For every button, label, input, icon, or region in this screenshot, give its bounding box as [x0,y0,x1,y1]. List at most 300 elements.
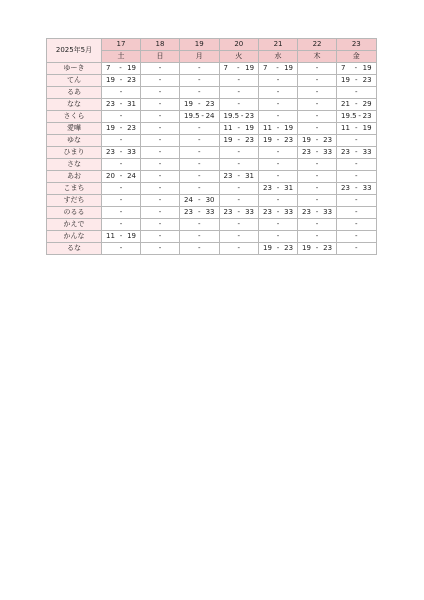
shift-cell [298,207,337,219]
shift-separator: - [276,184,280,192]
shift-end: 24 [205,112,215,120]
shift-off-dash: - [276,220,280,228]
staff-name: かんな [47,231,102,243]
shift-start: 23 [341,184,350,192]
shift-cell [141,123,180,135]
day-date-1: 18 [141,39,180,51]
shift-cell [259,123,298,135]
shift-cell [337,243,377,255]
shift-cell [259,111,298,123]
shift-end: 31 [127,100,136,108]
shift-off-dash: - [119,220,123,228]
staff-name: のるる [47,207,102,219]
shift-cell [102,111,141,123]
shift-off-dash: - [315,64,319,72]
shift-start: 23 [223,208,233,216]
shift-start: 19 [223,136,233,144]
shift-off-dash: - [315,184,319,192]
shift-end: 33 [362,148,372,156]
shift-off-dash: - [158,208,162,216]
shift-separator: - [197,208,201,216]
shift-cell [298,75,337,87]
shift-off-dash: - [237,232,241,240]
shift-cell [180,75,220,87]
shift-end: 19 [127,64,136,72]
shift-cell [141,243,180,255]
shift-cell [298,159,337,171]
shift-off-dash: - [119,244,123,252]
shift-off-dash: - [197,124,201,132]
shift-end: 33 [284,208,294,216]
day-date-3: 20 [219,39,259,51]
shift-cell [102,183,141,195]
shift-off-dash: - [237,220,241,228]
shift-cell [298,171,337,183]
shift-start: 23 [106,148,115,156]
shift-off-dash: - [119,196,123,204]
shift-off-dash: - [158,244,162,252]
shift-cell [259,183,298,195]
shift-off-dash: - [237,88,241,96]
shift-off-dash: - [315,220,319,228]
shift-off-dash: - [355,232,358,240]
shift-off-dash: - [158,196,162,204]
shift-cell [102,171,141,183]
shift-off-dash: - [158,136,162,144]
shift-end: 24 [127,172,136,180]
shift-cell [259,75,298,87]
shift-end: 33 [245,208,255,216]
staff-row [47,99,377,111]
shift-cell [298,123,337,135]
shift-separator: - [355,184,358,192]
shift-cell [102,63,141,75]
shift-cell [337,123,377,135]
shift-cell [102,75,141,87]
shift-cell [102,243,141,255]
shift-cell [337,219,377,231]
shift-start: 7 [223,64,228,72]
month-label: 2025年5月 [47,39,102,63]
shift-end: 19 [284,64,294,72]
shift-cell [337,159,377,171]
shift-off-dash: - [276,112,280,120]
shift-start: 23 [223,172,233,180]
day-of-week-6: 金 [337,51,377,63]
shift-start: 19 [263,136,272,144]
shift-cell [219,171,259,183]
shift-end: 19 [362,124,372,132]
shift-end: 33 [362,184,372,192]
shift-cell [180,231,220,243]
staff-name: さくら [47,111,102,123]
shift-cell [219,183,259,195]
staff-row [47,171,377,183]
shift-start: 19 [341,76,350,84]
day-of-week-2: 月 [180,51,220,63]
staff-row [47,135,377,147]
shift-cell [102,195,141,207]
shift-off-dash: - [158,124,162,132]
shift-cell [141,99,180,111]
staff-row [47,207,377,219]
shift-cell [180,135,220,147]
shift-off-dash: - [197,64,201,72]
shift-off-dash: - [158,184,162,192]
shift-off-dash: - [158,88,162,96]
shift-off-dash: - [276,172,280,180]
shift-off-dash: - [158,232,162,240]
shift-cell [298,231,337,243]
shift-separator: - [201,112,204,120]
shift-off-dash: - [315,196,319,204]
shift-cell [180,147,220,159]
shift-separator: - [276,208,280,216]
shift-cell [219,231,259,243]
shift-cell [180,123,220,135]
day-of-week-5: 木 [298,51,337,63]
shift-off-dash: - [158,172,162,180]
shift-start: 11 [106,232,115,240]
shift-separator: - [197,100,201,108]
shift-off-dash: - [119,88,123,96]
shift-off-dash: - [315,76,319,84]
shift-cell [337,231,377,243]
staff-name: あお [47,171,102,183]
shift-cell [141,207,180,219]
shift-off-dash: - [237,76,241,84]
shift-off-dash: - [119,184,123,192]
shift-start: 23 [302,208,311,216]
shift-cell [259,159,298,171]
shift-cell [219,123,259,135]
staff-name: るあ [47,87,102,99]
shift-end: 29 [362,100,372,108]
shift-separator: - [237,124,241,132]
shift-cell [180,219,220,231]
shift-end: 31 [245,172,255,180]
shift-start: 21 [341,100,350,108]
shift-start: 19 [302,244,311,252]
shift-end: 33 [205,208,215,216]
shift-cell [337,135,377,147]
shift-start: 11 [223,124,233,132]
shift-off-dash: - [197,232,201,240]
shift-separator: - [119,232,123,240]
shift-cell [180,87,220,99]
staff-name: 愛嘩 [47,123,102,135]
shift-cell [259,87,298,99]
shift-separator: - [197,196,201,204]
staff-name: るな [47,243,102,255]
shift-cell [337,87,377,99]
shift-separator: - [119,148,123,156]
shift-separator: - [240,112,244,120]
staff-name: かえで [47,219,102,231]
shift-separator: - [315,136,319,144]
shift-off-dash: - [197,172,201,180]
staff-name: すだち [47,195,102,207]
shift-start: 19 [106,76,115,84]
shift-separator: - [119,124,123,132]
shift-cell [337,63,377,75]
shift-cell [141,195,180,207]
staff-name: なな [47,99,102,111]
shift-cell [259,135,298,147]
shift-off-dash: - [315,172,319,180]
shift-end: 30 [205,196,215,204]
shift-start: 23 [184,208,193,216]
shift-off-dash: - [276,100,280,108]
shift-start: 7 [106,64,111,72]
shift-cell [298,87,337,99]
staff-row [47,87,377,99]
shift-off-dash: - [197,184,201,192]
shift-cell [298,219,337,231]
shift-off-dash: - [355,220,358,228]
staff-row [47,159,377,171]
shift-off-dash: - [355,244,358,252]
day-of-week-3: 火 [219,51,259,63]
shift-off-dash: - [355,160,358,168]
shift-cell [102,147,141,159]
shift-off-dash: - [158,76,162,84]
shift-separator: - [237,172,241,180]
day-of-week-0: 土 [102,51,141,63]
shift-end: 23 [127,124,136,132]
shift-off-dash: - [197,220,201,228]
shift-separator: - [119,100,123,108]
shift-off-dash: - [237,148,241,156]
shift-cell [259,207,298,219]
shift-off-dash: - [355,208,358,216]
shift-off-dash: - [355,136,358,144]
shift-cell [102,135,141,147]
shift-cell [102,219,141,231]
shift-cell [141,63,180,75]
shift-cell [102,99,141,111]
shift-cell [259,195,298,207]
shift-separator: - [276,136,280,144]
shift-start: 24 [184,196,193,204]
shift-off-dash: - [119,136,123,144]
shift-off-dash: - [119,160,123,168]
shift-start: 20 [106,172,115,180]
shift-off-dash: - [158,100,162,108]
shift-cell [298,99,337,111]
shift-cell [180,195,220,207]
shift-off-dash: - [197,244,201,252]
shift-end: 23 [323,136,333,144]
shift-separator: - [119,76,123,84]
shift-cell [337,171,377,183]
shift-end: 23 [284,244,294,252]
staff-row [47,231,377,243]
shift-off-dash: - [315,100,319,108]
shift-separator: - [276,244,280,252]
shift-off-dash: - [315,232,319,240]
shift-separator: - [315,244,319,252]
shift-cell [219,99,259,111]
shift-separator: - [237,64,240,72]
shift-end: 23 [245,136,255,144]
shift-off-dash: - [315,160,319,168]
shift-end: 19 [284,124,294,132]
shift-cell [141,231,180,243]
shift-start: 23 [341,148,350,156]
shift-end: 23 [362,112,372,120]
shift-separator: - [119,64,122,72]
staff-row [47,147,377,159]
shift-cell [180,183,220,195]
shift-start: 19 [106,124,115,132]
shift-separator: - [276,64,279,72]
shift-end: 33 [323,148,333,156]
shift-end: 31 [284,184,294,192]
shift-separator: - [315,148,319,156]
shift-end: 23 [323,244,333,252]
staff-name: さな [47,159,102,171]
shift-cell [337,111,377,123]
shift-off-dash: - [119,112,123,120]
staff-row [47,75,377,87]
shift-cell [141,171,180,183]
header-date-row [47,39,377,51]
shift-end: 23 [127,76,136,84]
shift-end: 19 [245,64,255,72]
shift-start: 19 [302,136,311,144]
shift-off-dash: - [197,148,201,156]
day-date-4: 21 [259,39,298,51]
shift-cell [141,159,180,171]
shift-cell [298,147,337,159]
shift-start: 19.5 [223,112,240,120]
shift-cell [259,231,298,243]
shift-end: 19 [127,232,136,240]
shift-cell [102,231,141,243]
shift-cell [102,123,141,135]
shift-separator: - [237,208,241,216]
shift-cell [180,171,220,183]
shift-separator: - [354,64,358,72]
shift-cell [180,63,220,75]
shift-off-dash: - [197,88,201,96]
shift-cell [337,207,377,219]
shift-cell [298,195,337,207]
shift-cell [259,99,298,111]
shift-separator: - [119,172,123,180]
shift-end: 33 [127,148,136,156]
shift-cell [298,111,337,123]
shift-off-dash: - [315,112,319,120]
shift-off-dash: - [276,232,280,240]
shift-separator: - [355,124,358,132]
shift-end: 23 [284,136,294,144]
shift-cell [141,219,180,231]
shift-cell [219,135,259,147]
shift-start: 23 [302,148,311,156]
day-date-6: 23 [337,39,377,51]
shift-cell [219,87,259,99]
shift-cell [102,87,141,99]
shift-start: 23 [106,100,115,108]
shift-off-dash: - [237,244,241,252]
shift-off-dash: - [237,196,241,204]
shift-cell [141,183,180,195]
shift-off-dash: - [237,100,241,108]
shift-separator: - [355,148,358,156]
shift-off-dash: - [276,196,280,204]
day-date-5: 22 [298,39,337,51]
shift-cell [337,75,377,87]
shift-separator: - [315,208,319,216]
shift-cell [219,195,259,207]
shift-cell [259,63,298,75]
shift-end: 23 [362,76,372,84]
shift-start: 11 [341,124,350,132]
shift-separator: - [355,100,358,108]
shift-cell [298,63,337,75]
shift-cell [337,99,377,111]
shift-cell [219,219,259,231]
staff-row [47,243,377,255]
shift-cell [219,207,259,219]
staff-name: ひまり [47,147,102,159]
shift-cell [259,219,298,231]
shift-off-dash: - [158,148,162,156]
shift-start: 19 [263,244,272,252]
shift-cell [141,75,180,87]
staff-row [47,219,377,231]
shift-cell [219,63,259,75]
shift-off-dash: - [237,160,241,168]
staff-row [47,111,377,123]
shift-cell [180,159,220,171]
shift-off-dash: - [197,76,201,84]
shift-end: 23 [245,112,255,120]
shift-cell [141,87,180,99]
shift-cell [337,183,377,195]
shift-end: 19 [362,64,372,72]
shift-off-dash: - [355,88,358,96]
shift-start: 11 [263,124,272,132]
shift-start: 23 [263,208,272,216]
shift-off-dash: - [355,196,358,204]
shift-end: 19 [245,124,255,132]
shift-cell [141,147,180,159]
day-of-week-4: 水 [259,51,298,63]
shift-end: 33 [323,208,333,216]
shift-off-dash: - [315,88,319,96]
shift-off-dash: - [158,112,162,120]
shift-cell [180,243,220,255]
day-date-0: 17 [102,39,141,51]
shift-separator: - [237,136,241,144]
shift-off-dash: - [315,124,319,132]
shift-cell [219,147,259,159]
shift-cell [102,207,141,219]
staff-row [47,183,377,195]
shift-cell [337,147,377,159]
shift-cell [141,135,180,147]
shift-cell [180,111,220,123]
shift-off-dash: - [158,64,162,72]
shift-cell [219,243,259,255]
shift-cell [337,195,377,207]
staff-row [47,123,377,135]
shift-schedule-table [46,38,377,255]
shift-off-dash: - [355,172,358,180]
